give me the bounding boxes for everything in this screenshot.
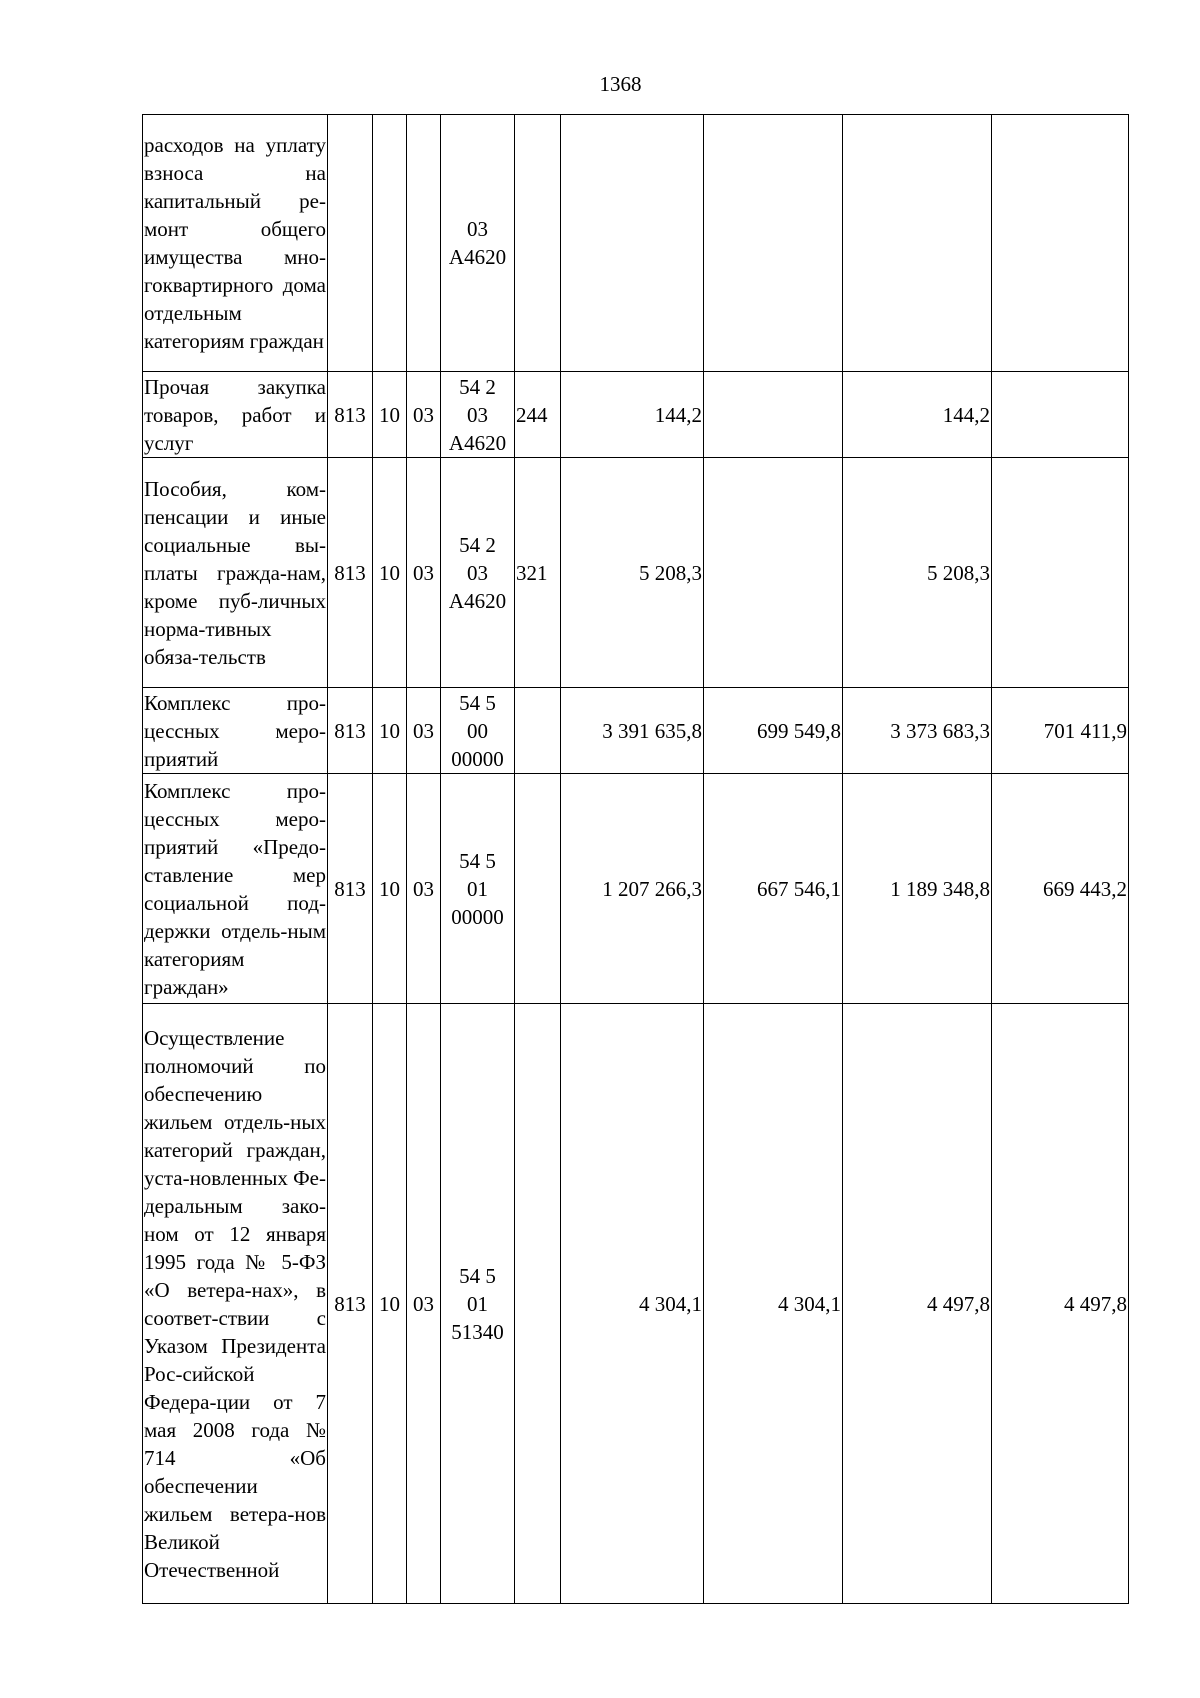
subsection-code [407, 115, 441, 372]
ministry-code: 813 [328, 774, 373, 1004]
target-article-part: А4620 [448, 588, 507, 613]
target-article-part: 03 [467, 402, 488, 427]
section-code: 10 [373, 774, 407, 1004]
section-code: 10 [373, 372, 407, 458]
total-amount: 3 391 635,8 [561, 688, 704, 774]
target-article-part: 01 [467, 876, 488, 901]
ministry-code: 813 [328, 688, 373, 774]
subsection-code: 03 [407, 372, 441, 458]
target-article-part: 54 2 [459, 532, 496, 557]
next-year-federal-amount: 701 411,9 [992, 688, 1129, 774]
total-federal-amount [704, 115, 843, 372]
expense-type-code [515, 1004, 561, 1604]
total-amount: 1 207 266,3 [561, 774, 704, 1004]
target-article-part: А4620 [448, 430, 507, 455]
total-federal-amount: 667 546,1 [704, 774, 843, 1004]
total-amount: 5 208,3 [561, 458, 704, 688]
next-year-federal-amount [992, 115, 1129, 372]
total-amount: 144,2 [561, 372, 704, 458]
table-row [143, 1004, 1129, 1604]
target-article-part: 54 5 [459, 1263, 496, 1288]
row-name: расходов на уплату взноса на капитальный ре-монт общего имущества мно-гоквартирного дома отдельным категориям граждан [143, 115, 328, 372]
total-federal-amount [704, 458, 843, 688]
target-article-part: 51340 [451, 1319, 504, 1344]
subsection-code: 03 [407, 688, 441, 774]
ministry-code: 813 [328, 458, 373, 688]
target-article-part: 00000 [451, 746, 504, 771]
target-article-part: 54 5 [459, 848, 496, 873]
budget-table [142, 114, 1129, 1604]
next-year-federal-amount [992, 458, 1129, 688]
target-article-part: 00 [467, 718, 488, 743]
expense-type-code: 244 [515, 372, 561, 458]
expense-type-code: 321 [515, 458, 561, 688]
next-year-amount: 1 189 348,8 [843, 774, 992, 1004]
target-article-code [441, 372, 515, 458]
next-year-amount: 5 208,3 [843, 458, 992, 688]
target-article-code [441, 688, 515, 774]
row-name: Осуществление полномочий по обеспечению жильем отдель-ных категорий граждан, уста-новленных Фе-деральным зако-ном от 12 января 1995 года № 5-ФЗ «О ветера-нах», в соответ-ствии с Указом Президента Рос-сийской Федера-ции от 7 мая 2008 года № 714 «Об обеспечении жильем ветера-нов Великой Отечественной [143, 1004, 328, 1604]
section-code: 10 [373, 1004, 407, 1604]
total-amount: 4 304,1 [561, 1004, 704, 1604]
row-name: Комплекс про-цессных меро-приятий «Предо-ставление мер социальной под-держки отдель-ным категориям граждан» [143, 774, 328, 1004]
target-article-code [441, 458, 515, 688]
page-number: 1368 [599, 72, 642, 96]
table-row [143, 774, 1129, 1004]
ministry-code [328, 115, 373, 372]
next-year-federal-amount: 4 497,8 [992, 1004, 1129, 1604]
expense-type-code [515, 774, 561, 1004]
section-code: 10 [373, 458, 407, 688]
target-article-part: 54 5 [459, 690, 496, 715]
target-article-part: 00000 [451, 904, 504, 929]
target-article-part: 03 [467, 217, 488, 241]
next-year-amount: 4 497,8 [843, 1004, 992, 1604]
ministry-code: 813 [328, 372, 373, 458]
total-amount [561, 115, 704, 372]
table-row [143, 458, 1129, 688]
next-year-federal-amount: 669 443,2 [992, 774, 1129, 1004]
target-article-code [441, 774, 515, 1004]
next-year-amount: 144,2 [843, 372, 992, 458]
table-row [143, 115, 1129, 372]
target-article-code [441, 1004, 515, 1604]
next-year-amount: 3 373 683,3 [843, 688, 992, 774]
ministry-code: 813 [328, 1004, 373, 1604]
row-name: Пособия, ком-пенсации и иные социальные вы-платы гражда-нам, кроме пуб-личных норма-тивных обяза-тельств [143, 458, 328, 688]
target-article-part: 54 2 [459, 374, 496, 399]
expense-type-code [515, 688, 561, 774]
next-year-amount [843, 115, 992, 372]
target-article-part: 03 [467, 560, 488, 585]
next-year-federal-amount [992, 372, 1129, 458]
section-code: 10 [373, 688, 407, 774]
row-name: Комплекс про-цессных меро-приятий [143, 688, 328, 774]
target-article-code [441, 115, 515, 372]
budget-table-body [143, 115, 1129, 1604]
total-federal-amount: 699 549,8 [704, 688, 843, 774]
target-article-part: 01 [467, 1291, 488, 1316]
subsection-code: 03 [407, 1004, 441, 1604]
total-federal-amount [704, 372, 843, 458]
subsection-code: 03 [407, 774, 441, 1004]
row-name: Прочая закупка товаров, работ и услуг [143, 372, 328, 458]
section-code [373, 115, 407, 372]
target-article-part: А4620 [448, 245, 507, 269]
table-row [143, 688, 1129, 774]
expense-type-code [515, 115, 561, 372]
total-federal-amount: 4 304,1 [704, 1004, 843, 1604]
table-row [143, 372, 1129, 458]
subsection-code: 03 [407, 458, 441, 688]
